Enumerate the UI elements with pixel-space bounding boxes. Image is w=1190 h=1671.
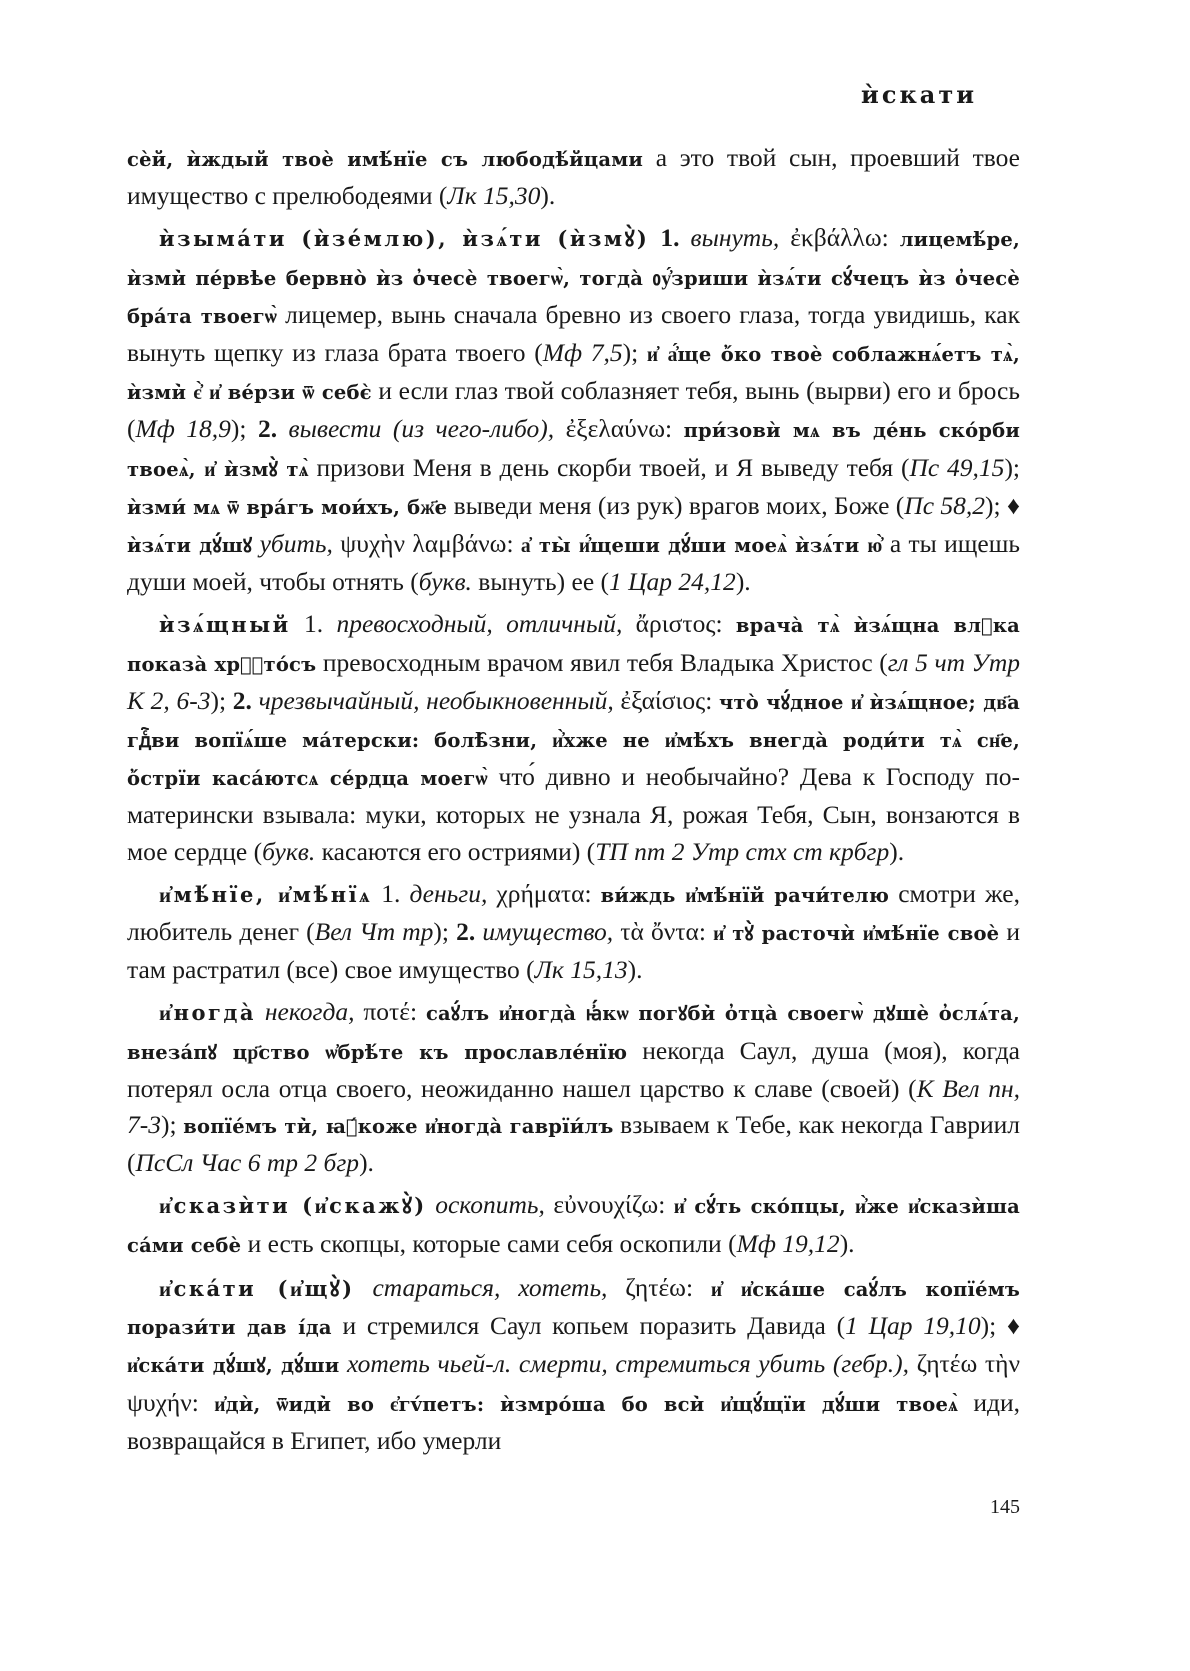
text-run: [427, 1190, 435, 1219]
text-run: [252, 686, 259, 715]
text-run: ).: [735, 567, 751, 597]
italic-gloss: К Вел пн, 7-3: [127, 1073, 1020, 1140]
italic-gloss: Лк 15,13: [534, 955, 628, 985]
text-run: );: [230, 414, 258, 444]
entry-iskati: [127, 1270, 1020, 1459]
text-run: что́ дивно и необычайно? Дева к Господу по-матерински взывала: муки, которых не узнала Я, рожая Тебя, Сын, вонзаются в мое сердце (: [127, 762, 1020, 866]
italic-gloss: деньги,: [409, 878, 488, 908]
text-run: [649, 223, 660, 252]
italic-gloss: Лк 15,30: [447, 181, 541, 211]
text-run: [256, 997, 265, 1026]
text-run: [680, 223, 691, 252]
text-run: [277, 414, 288, 443]
church-slavonic-quote: сѐй, ѝждый твоѐ имѣ́нїе съ любодѣ́йцами: [127, 148, 644, 171]
text-run: );: [622, 338, 647, 368]
italic-gloss: Вел Чт тр: [314, 917, 434, 947]
italic-gloss: Пс 58,2: [904, 490, 986, 520]
text-run: и стремился Саул копьем поразить Давида (: [331, 1311, 846, 1341]
church-slavonic-quote: и҆ска́ти дꙋ́шꙋ, дꙋ́ши: [127, 1354, 340, 1378]
text-run: );: [161, 1110, 184, 1140]
text-run: ).: [540, 181, 556, 211]
text-run: 1.: [372, 878, 410, 908]
entry-continuation: [127, 140, 1020, 214]
church-slavonic-quote: и҆ и҆ска́ше саꙋ́лъ копїе́мъ порази́ти дав і́да: [127, 1277, 1021, 1340]
text-run: касаются его остриями) (: [315, 836, 596, 866]
entry-inogda: [127, 994, 1020, 1181]
text-run: );: [433, 917, 457, 947]
italic-gloss: некогда,: [264, 997, 355, 1027]
text-run: выведи меня (из рук) врагов моих, Боже (: [447, 490, 905, 520]
entry-izyashchny: [127, 606, 1020, 869]
text-run: ).: [889, 836, 905, 866]
text-run: ἐξαίσιος:: [613, 685, 720, 715]
italic-gloss: Мф 18,9: [135, 414, 231, 444]
italic-gloss: убить,: [259, 529, 333, 559]
sense-number: 2.: [456, 917, 476, 947]
text-run: [339, 1349, 347, 1378]
page-number: 145: [990, 1496, 1020, 1518]
italic-gloss: имущество,: [482, 917, 614, 947]
headword: и҆мѣ́нїе, и҆мѣ́нїѧ: [159, 881, 373, 907]
church-slavonic-quote: ѝзѧ́ти дꙋ́шꙋ: [127, 534, 253, 558]
text-run: а ты ищешь души моей, чтобы отнять (: [127, 529, 1020, 597]
italic-gloss: 1 Цар 19,10: [845, 1311, 981, 1341]
church-slavonic-quote: и҆ а҆́ще ὄко твоѐ соблажнѧ́етъ тѧ̀, ѝзми̇̀ є҆̀ и҆ ве́рзи ѿ себє̀: [127, 343, 1020, 405]
text-run: превосходным врачом явил тебя Владыка Христос (: [316, 647, 888, 677]
text-run: ἄριστος:: [622, 609, 736, 639]
church-slavonic-quote: что̀ чꙋ́дное и҆ ѝзѧ́щное; дв҃а гдⷭ҇ви вопїѧ́ше ма́терски: болѣ̑зни, и҆̀хже не и҆мѣ́хъ внегда̀ роди́ти тѧ̀ сн҃е, ὄстрїи каса́ютсѧ се́рдца моегѡ̀: [127, 690, 1020, 791]
italic-gloss: вынуть,: [690, 223, 780, 253]
sense-number: 2.: [257, 414, 278, 444]
headword: ѝзѧ́щный: [159, 612, 291, 638]
church-slavonic-quote: ви́ждь и҆мѣ́нїй рачи́телю: [600, 883, 890, 907]
italic-gloss: оскопить,: [435, 1190, 545, 1220]
text-run: χρήματα:: [487, 878, 601, 908]
church-slavonic-quote: и҆ тꙋ̀ расточѝ и҆мѣ́нїе своѐ: [713, 922, 1000, 946]
sense-number: 1.: [660, 223, 680, 253]
italic-gloss: вывести (из чего-либо),: [288, 414, 555, 444]
text-run: [355, 1273, 373, 1302]
text-run: ἐξελαύνω:: [554, 414, 684, 444]
text-run: и если глаз твой соблазняет тебя, вынь (вырви) его и брось (: [127, 376, 1020, 444]
text-run: а это твой сын, проевший твое имущество с прелюбодеями (: [127, 143, 1020, 211]
text-run: некогда Саул, душа (моя), когда потерял осла отца своего, неожиданно нашел царство к славе (своей) (: [127, 1035, 1021, 1103]
running-head: ѝскати: [861, 80, 977, 109]
text-run: ).: [839, 1228, 855, 1258]
text-run: и есть скопцы, которые сами себя оскопили (: [241, 1228, 737, 1258]
text-run: ψυχὴν λαμβάνω:: [332, 529, 521, 559]
text-run: ποτέ:: [354, 997, 426, 1027]
text-run: εὐνουχίζω:: [544, 1190, 674, 1220]
text-run: ).: [627, 955, 643, 985]
entry-izymati: [127, 220, 1020, 600]
text-run: смотри же, любитель денег (: [127, 878, 1020, 947]
entry-imenie: [127, 876, 1020, 989]
church-slavonic-quote: лицемѣ́ре, ѝзми̇̀ пе́рвѣе бервнò ѝз ὀчесѐ твоегѡ̀, тогда̀ ᲂу҆́зриши ѝзѧ́ти сꙋ́чецъ ѝз ὀчесѐ бра́та твоегѡ̀: [127, 228, 1020, 328]
italic-gloss: гл 5 чт Утр К 2, 6-3: [127, 647, 1020, 715]
italic-gloss: ПсСл Час 6 тр 2 бгр: [135, 1148, 360, 1178]
italic-gloss: ТП пт 2 Утр стх ст крбгр: [595, 836, 890, 866]
text-run: ἐκβάλλω:: [779, 223, 900, 253]
church-slavonic-quote: врача̀ тѧ̀ ѝзѧ́щна влⷣка показа̀ хрⷭ҇то́съ: [127, 614, 1021, 676]
church-slavonic-quote: и҆дѝ, ѿиди̇̀ во є҆гv́петъ: ѝзмро́ша бо вси̇̀ и҆щꙋ́щїи дꙋ́ши твоеѧ̀: [214, 1392, 959, 1416]
text-run: лицемер, вынь сначала бревно из своего глаза, тогда увидишь, как вынуть щепку из глаза брата твоего (: [127, 299, 1020, 368]
text-run: ); ♦: [985, 490, 1020, 520]
text-run: взываем к Тебе, как некогда Гавриил (: [127, 1110, 1021, 1178]
text-run: τὰ ὄντα:: [613, 917, 714, 947]
italic-gloss: 1 Цар 24,12: [609, 567, 736, 597]
text-run: 1.: [290, 609, 337, 639]
italic-gloss: стараться, хотеть,: [372, 1272, 608, 1302]
italic-gloss: букв.: [262, 836, 316, 866]
italic-gloss: Мф 7,5: [542, 338, 623, 368]
church-slavonic-quote: при́зовѝ мѧ въ де́нь ско́рби твоеѧ̀, и҆ ѝзмꙋ̀ тѧ̀: [127, 419, 1020, 481]
italic-gloss: чрезвычайный, необыкновенный,: [258, 685, 614, 715]
sense-number: 2.: [232, 685, 252, 715]
text-run: [252, 529, 259, 558]
church-slavonic-quote: а҆ ты̀ и҆́щеши дꙋ́ши моеѧ̀ ѝзѧ́ти ю҆̀: [520, 534, 883, 558]
dictionary-text: [127, 140, 1020, 1465]
text-run: ); ♦: [980, 1311, 1020, 1341]
church-slavonic-quote: саꙋ́лъ и҆ногда̀ ꙗ҆́кѡ погꙋби̇̀ ὀтца̀ своегѡ̀ дꙋшѐ ὀслѧ́та, внеза́пꙋ цр҃ство ѡ҆брѣ́те къ прославле́нїю: [127, 1002, 1020, 1064]
church-slavonic-quote: ѝзми́ мѧ ѿ вра́гъ мои́хъ, бж҃е: [127, 495, 448, 519]
italic-gloss: Мф 19,12: [736, 1228, 840, 1258]
church-slavonic-quote: и҆ сꙋ́ть ско́пцы, и҆̀же и҆сказѝша са́ми себѐ: [127, 1195, 1020, 1257]
text-run: );: [210, 685, 233, 715]
headword: и҆ногда̀: [159, 1000, 256, 1026]
text-run: и там растратил (все) свое имущество (: [127, 917, 1021, 985]
text-run: ζητέω:: [607, 1272, 711, 1302]
text-run: ).: [359, 1148, 374, 1178]
italic-gloss: хотеть чьей-л. смерти, стремиться убить (гебр.),: [347, 1349, 910, 1379]
church-slavonic-quote: вопїе́мъ ти̇̀, ꙗ҆́коже и҆ногда̀ гаврїи́лъ: [183, 1115, 614, 1139]
entry-iskaziti: [127, 1187, 1020, 1263]
text-run: );: [1004, 452, 1021, 482]
italic-gloss: превосходный, отличный,: [336, 609, 623, 639]
text-run: ζητέω τὴν ψυχήν:: [127, 1349, 1021, 1417]
headword: и҆ска́ти (и҆щꙋ̀): [159, 1275, 355, 1301]
headword: и҆сказѝти (и҆скажꙋ̀): [159, 1193, 427, 1219]
text-run: вынуть) ее (: [471, 567, 610, 597]
headword: ѝзыма́ти (ѝзе́млю), ѝзѧ́ти (ѝзмꙋ̀): [159, 226, 650, 252]
italic-gloss: Пс 49,15: [909, 452, 1005, 482]
text-run: иди, возвращайся в Египет, ибо умерли: [127, 1387, 1020, 1455]
italic-gloss: букв.: [418, 567, 472, 597]
text-run: призови Меня в день скорби твоей, и Я выведу тебя (: [308, 452, 910, 482]
